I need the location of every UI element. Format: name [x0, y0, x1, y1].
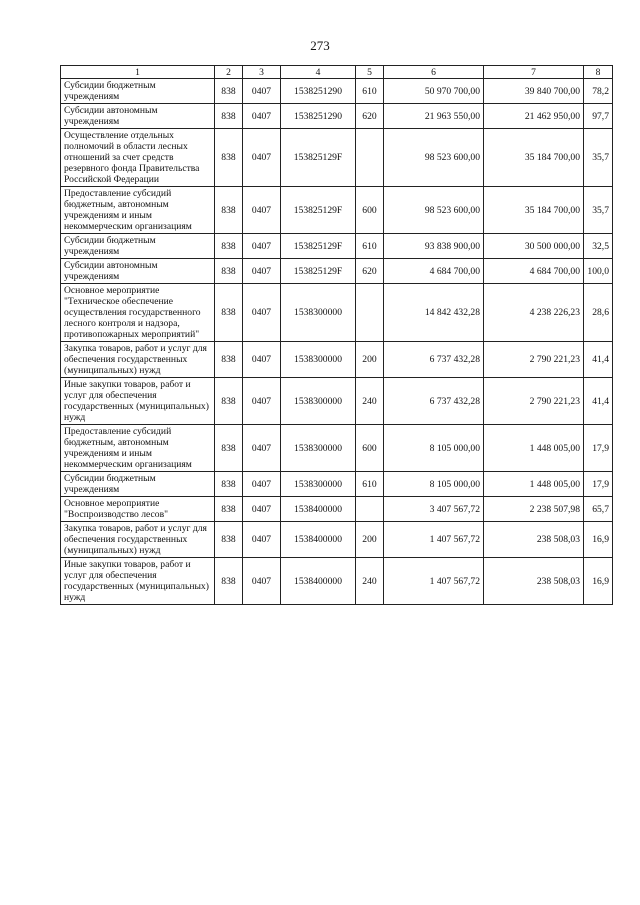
expense-type-code: 600 [356, 187, 384, 234]
actual-amount: 39 840 700,00 [484, 79, 584, 104]
department-code: 838 [215, 284, 243, 342]
department-code: 838 [215, 79, 243, 104]
expense-type-code [356, 284, 384, 342]
budget-table [60, 65, 613, 605]
actual-amount: 2 790 221,23 [484, 378, 584, 425]
section-code: 0407 [243, 234, 281, 259]
expense-type-code: 610 [356, 79, 384, 104]
planned-amount: 1 407 567,72 [384, 558, 484, 605]
department-code: 838 [215, 497, 243, 522]
table-row [61, 522, 613, 558]
section-code: 0407 [243, 472, 281, 497]
section-code: 0407 [243, 129, 281, 187]
execution-percent: 100,0 [584, 259, 613, 284]
item-name: Иные закупки товаров, работ и услуг для обеспечения государственных (муниципальных) нужд [61, 558, 215, 605]
planned-amount: 1 407 567,72 [384, 522, 484, 558]
section-code: 0407 [243, 378, 281, 425]
planned-amount: 3 407 567,72 [384, 497, 484, 522]
column-header: 4 [281, 66, 356, 79]
section-code: 0407 [243, 522, 281, 558]
department-code: 838 [215, 342, 243, 378]
department-code: 838 [215, 425, 243, 472]
execution-percent: 16,9 [584, 558, 613, 605]
actual-amount: 35 184 700,00 [484, 129, 584, 187]
table-row [61, 187, 613, 234]
table-row [61, 259, 613, 284]
section-code: 0407 [243, 284, 281, 342]
item-name: Иные закупки товаров, работ и услуг для обеспечения государственных (муниципальных) нужд [61, 378, 215, 425]
planned-amount: 21 963 550,00 [384, 104, 484, 129]
table-row [61, 104, 613, 129]
actual-amount: 238 508,03 [484, 558, 584, 605]
target-article-code: 153825129F [281, 259, 356, 284]
expense-type-code [356, 129, 384, 187]
target-article-code: 153825129F [281, 187, 356, 234]
execution-percent: 35,7 [584, 129, 613, 187]
expense-type-code: 200 [356, 522, 384, 558]
execution-percent: 16,9 [584, 522, 613, 558]
expense-type-code: 620 [356, 104, 384, 129]
execution-percent: 17,9 [584, 472, 613, 497]
department-code: 838 [215, 259, 243, 284]
actual-amount: 4 684 700,00 [484, 259, 584, 284]
column-header: 1 [61, 66, 215, 79]
execution-percent: 78,2 [584, 79, 613, 104]
actual-amount: 4 238 226,23 [484, 284, 584, 342]
department-code: 838 [215, 378, 243, 425]
table-header-row [61, 66, 613, 79]
item-name: Основное мероприятие "Техническое обеспечение осуществления государственного лесного контроля и надзора, противопожарных мероприятий" [61, 284, 215, 342]
department-code: 838 [215, 234, 243, 259]
section-code: 0407 [243, 558, 281, 605]
item-name: Закупка товаров, работ и услуг для обеспечения государственных (муниципальных) нужд [61, 342, 215, 378]
target-article-code: 1538300000 [281, 378, 356, 425]
target-article-code: 1538251290 [281, 79, 356, 104]
department-code: 838 [215, 129, 243, 187]
planned-amount: 50 970 700,00 [384, 79, 484, 104]
column-header: 2 [215, 66, 243, 79]
actual-amount: 30 500 000,00 [484, 234, 584, 259]
planned-amount: 14 842 432,28 [384, 284, 484, 342]
target-article-code: 1538400000 [281, 497, 356, 522]
table-row [61, 234, 613, 259]
table-row [61, 558, 613, 605]
target-article-code: 153825129F [281, 129, 356, 187]
column-header: 8 [584, 66, 613, 79]
actual-amount: 35 184 700,00 [484, 187, 584, 234]
execution-percent: 97,7 [584, 104, 613, 129]
table-row [61, 129, 613, 187]
item-name: Предоставление субсидий бюджетным, автономным учреждениям и иным некоммерческим организациям [61, 425, 215, 472]
target-article-code: 1538251290 [281, 104, 356, 129]
section-code: 0407 [243, 259, 281, 284]
item-name: Субсидии бюджетным учреждениям [61, 472, 215, 497]
item-name: Субсидии автономным учреждениям [61, 104, 215, 129]
execution-percent: 41,4 [584, 342, 613, 378]
item-name: Осуществление отдельных полномочий в области лесных отношений за счет средств резервного фонда Правительства Российской Федерации [61, 129, 215, 187]
table-row [61, 79, 613, 104]
section-code: 0407 [243, 187, 281, 234]
actual-amount: 21 462 950,00 [484, 104, 584, 129]
table-row [61, 284, 613, 342]
planned-amount: 6 737 432,28 [384, 342, 484, 378]
column-header: 3 [243, 66, 281, 79]
section-code: 0407 [243, 342, 281, 378]
actual-amount: 238 508,03 [484, 522, 584, 558]
item-name: Закупка товаров, работ и услуг для обеспечения государственных (муниципальных) нужд [61, 522, 215, 558]
expense-type-code: 610 [356, 234, 384, 259]
expense-type-code: 240 [356, 378, 384, 425]
expense-type-code: 620 [356, 259, 384, 284]
target-article-code: 1538400000 [281, 522, 356, 558]
table-row [61, 425, 613, 472]
item-name: Субсидии бюджетным учреждениям [61, 79, 215, 104]
expense-type-code: 240 [356, 558, 384, 605]
planned-amount: 93 838 900,00 [384, 234, 484, 259]
department-code: 838 [215, 472, 243, 497]
section-code: 0407 [243, 79, 281, 104]
planned-amount: 8 105 000,00 [384, 425, 484, 472]
execution-percent: 32,5 [584, 234, 613, 259]
execution-percent: 28,6 [584, 284, 613, 342]
actual-amount: 2 790 221,23 [484, 342, 584, 378]
section-code: 0407 [243, 104, 281, 129]
column-header: 5 [356, 66, 384, 79]
column-header: 7 [484, 66, 584, 79]
department-code: 838 [215, 187, 243, 234]
item-name: Основное мероприятие "Воспроизводство лесов" [61, 497, 215, 522]
execution-percent: 65,7 [584, 497, 613, 522]
planned-amount: 6 737 432,28 [384, 378, 484, 425]
department-code: 838 [215, 104, 243, 129]
expense-type-code [356, 497, 384, 522]
column-header: 6 [384, 66, 484, 79]
section-code: 0407 [243, 425, 281, 472]
target-article-code: 1538300000 [281, 425, 356, 472]
execution-percent: 35,7 [584, 187, 613, 234]
expense-type-code: 600 [356, 425, 384, 472]
target-article-code: 1538300000 [281, 472, 356, 497]
planned-amount: 98 523 600,00 [384, 187, 484, 234]
item-name: Предоставление субсидий бюджетным, автономным учреждениям и иным некоммерческим организациям [61, 187, 215, 234]
target-article-code: 1538300000 [281, 284, 356, 342]
section-code: 0407 [243, 497, 281, 522]
department-code: 838 [215, 522, 243, 558]
item-name: Субсидии автономным учреждениям [61, 259, 215, 284]
item-name: Субсидии бюджетным учреждениям [61, 234, 215, 259]
table-row [61, 378, 613, 425]
page-number: 273 [310, 38, 330, 53]
planned-amount: 8 105 000,00 [384, 472, 484, 497]
actual-amount: 1 448 005,00 [484, 425, 584, 472]
department-code: 838 [215, 558, 243, 605]
expense-type-code: 200 [356, 342, 384, 378]
table-row [61, 497, 613, 522]
actual-amount: 2 238 507,98 [484, 497, 584, 522]
planned-amount: 98 523 600,00 [384, 129, 484, 187]
planned-amount: 4 684 700,00 [384, 259, 484, 284]
execution-percent: 41,4 [584, 378, 613, 425]
expense-type-code: 610 [356, 472, 384, 497]
table-row [61, 472, 613, 497]
actual-amount: 1 448 005,00 [484, 472, 584, 497]
target-article-code: 1538300000 [281, 342, 356, 378]
target-article-code: 1538400000 [281, 558, 356, 605]
target-article-code: 153825129F [281, 234, 356, 259]
table-row [61, 342, 613, 378]
execution-percent: 17,9 [584, 425, 613, 472]
